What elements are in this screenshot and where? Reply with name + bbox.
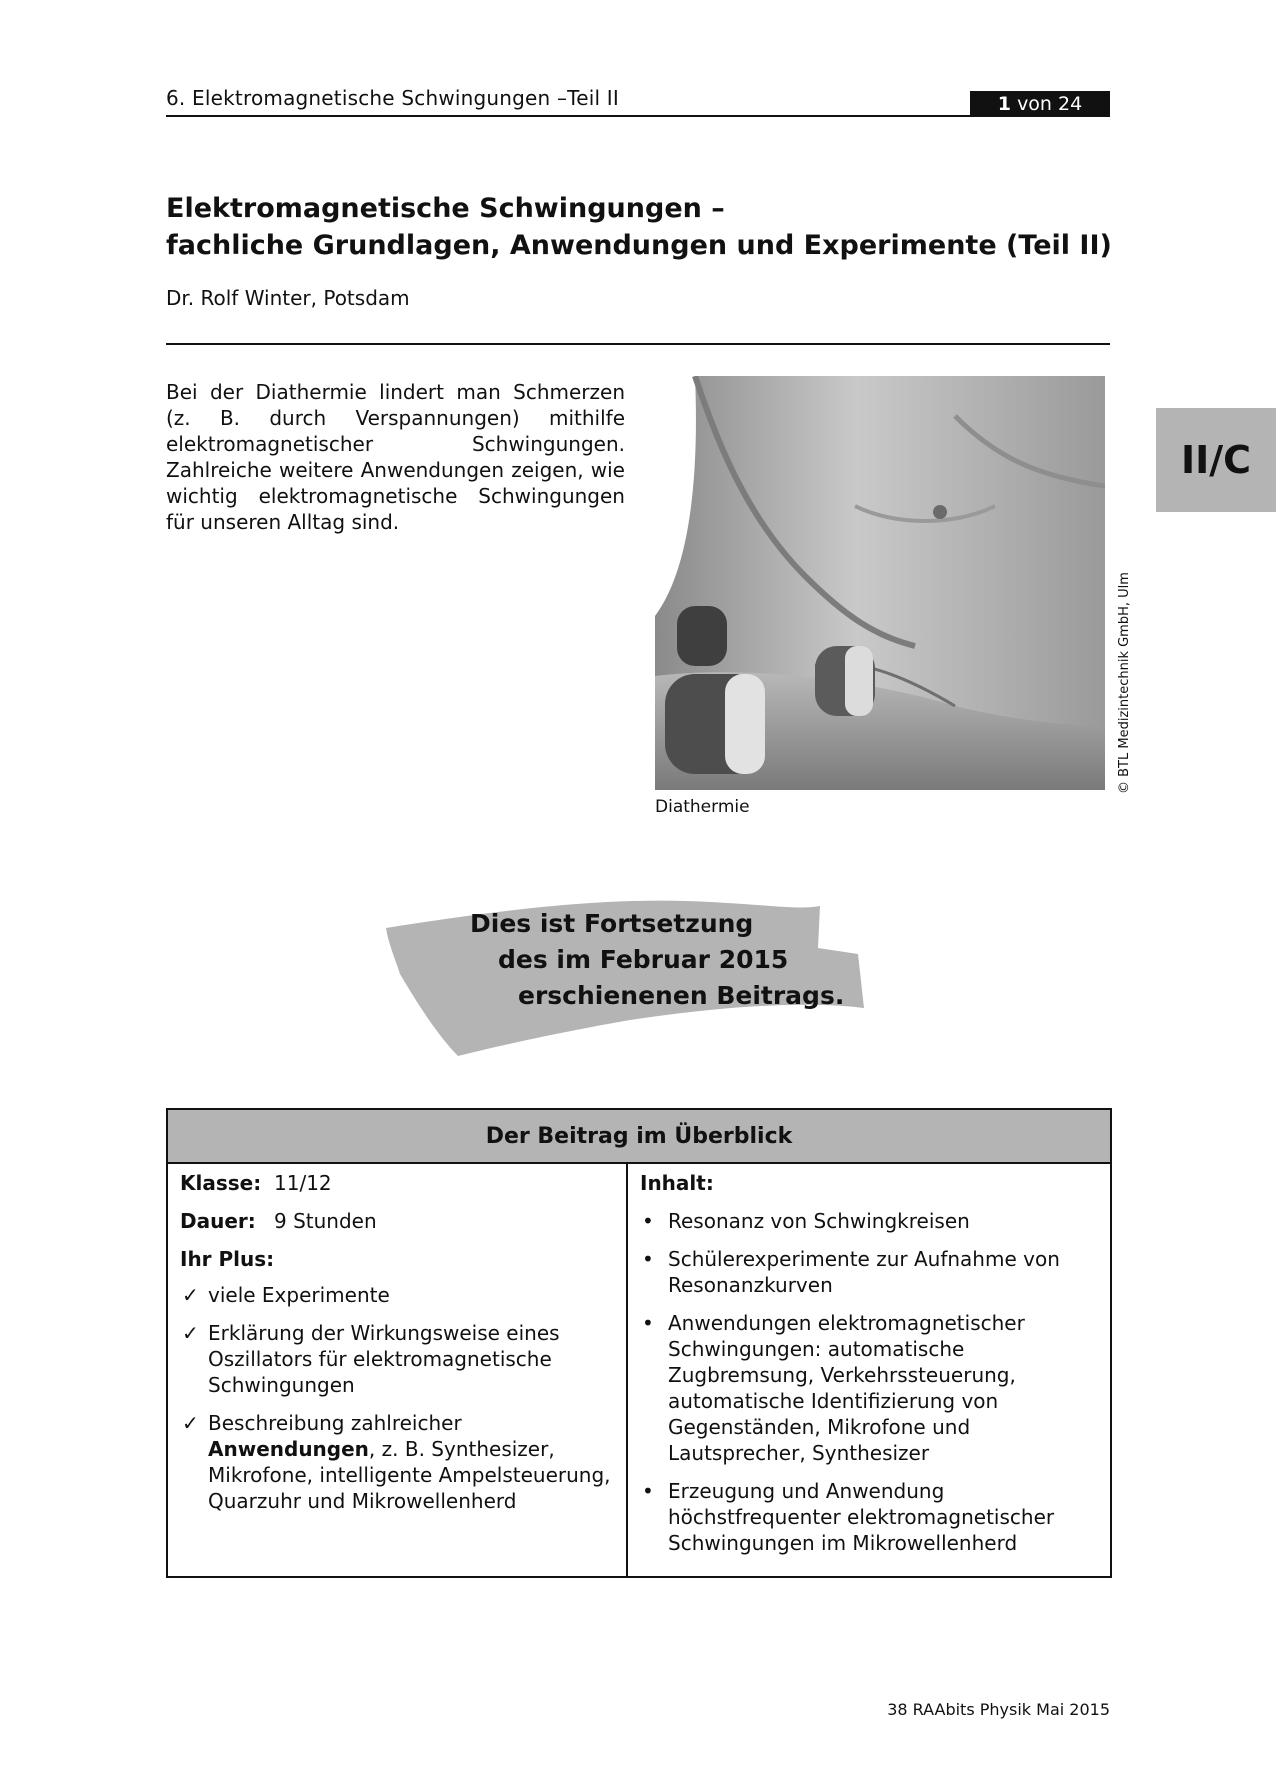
continuation-note	[470, 906, 844, 1014]
footer-source: 38 RAAbits Physik Mai 2015	[887, 1700, 1110, 1719]
plus-item-text: Beschreibung zahlreicher	[208, 1411, 462, 1435]
title-line-1: Elektromagnetische Schwingungen –	[166, 193, 725, 224]
plus-item-rest: , z. B. Synthesizer, Mikrofone, intelligente Ampelsteuerung, Quarzuhr und Mikrowellenherd	[208, 1437, 611, 1513]
list-item	[180, 1320, 614, 1398]
plus-item-text: Erklärung der Wirkungsweise eines Oszillators für elektromagnetische Schwingungen	[208, 1321, 560, 1397]
list-item	[640, 1208, 1098, 1234]
list-item	[640, 1310, 1098, 1466]
running-header: 6. Elektromagnetische Schwingungen –Teil II	[166, 86, 619, 110]
plus-item-bold: Anwendungen	[208, 1437, 369, 1461]
plus-item-text: viele Experimente	[208, 1283, 390, 1307]
title-rule	[166, 343, 1110, 345]
author-line: Dr. Rolf Winter, Potsdam	[166, 286, 410, 310]
page-title	[166, 190, 1112, 264]
list-item	[180, 1282, 614, 1308]
overview-body	[168, 1164, 1110, 1576]
inhalt-item-text: Resonanz von Schwingkreisen	[668, 1209, 970, 1233]
klasse-value: 11/12	[274, 1171, 332, 1195]
inhalt-label: Inhalt:	[640, 1171, 714, 1195]
plus-label: Ihr Plus:	[180, 1247, 275, 1271]
bullet-icon: •	[642, 1209, 654, 1233]
overview-right-column	[628, 1164, 1110, 1576]
banner-line-1: Dies ist Fortsetzung	[470, 909, 754, 938]
bullet-icon: •	[642, 1479, 654, 1503]
klasse-label: Klasse:	[180, 1171, 262, 1195]
page-indicator	[970, 91, 1110, 117]
list-item	[640, 1246, 1098, 1298]
inhalt-item-text: Anwendungen elektromagnetischer Schwingungen: automatische Zugbremsung, Verkehrssteuerung, automatische Identifizierung von Gegenständen, Mikrofone und Lautsprecher, Synthesizer	[668, 1311, 1025, 1465]
page-number: 1	[997, 93, 1012, 115]
inhalt-item-text: Schülerexperimente zur Aufnahme von Resonanzkurven	[668, 1247, 1060, 1297]
inhalt-item-text: Erzeugung und Anwendung höchstfrequenter elektromagnetischer Schwingungen im Mikrowellenherd	[668, 1479, 1055, 1555]
intro-paragraph: Bei der Diathermie lindert man Schmerzen (z. B. durch Verspannungen) mithilfe elektromagnetischer Schwingungen. Zahlreiche weitere Anwendungen zeigen, wie wichtig elektromagnetische Schwingungen für unseren Alltag sind.	[166, 380, 625, 534]
overview-heading: Der Beitrag im Überblick	[168, 1110, 1110, 1164]
bullet-icon: •	[642, 1311, 654, 1335]
inhalt-list	[640, 1208, 1098, 1556]
bullet-icon: •	[642, 1247, 654, 1271]
photo-credit: © BTL Medizintechnik GmbH, Ulm	[1117, 572, 1132, 794]
section-tab: II/C	[1156, 408, 1276, 512]
dauer-value: 9 Stunden	[274, 1209, 377, 1233]
banner-line-3: erschienenen Beitrags.	[518, 981, 845, 1010]
banner-line-2: des im Februar 2015	[498, 945, 789, 974]
check-icon: ✓	[182, 1321, 199, 1345]
plus-list	[180, 1282, 614, 1514]
overview-box	[166, 1108, 1112, 1578]
check-icon: ✓	[182, 1411, 199, 1435]
overview-left-column	[168, 1164, 628, 1576]
list-item	[640, 1478, 1098, 1556]
title-line-2: fachliche Grundlagen, Anwendungen und Experimente (Teil II)	[166, 230, 1112, 261]
page-total: von 24	[1017, 93, 1083, 115]
list-item	[180, 1410, 614, 1514]
diathermie-photo	[655, 376, 1105, 790]
dauer-row	[180, 1208, 614, 1234]
photo-caption: Diathermie	[655, 797, 750, 817]
dauer-label: Dauer:	[180, 1209, 256, 1233]
check-icon: ✓	[182, 1283, 199, 1307]
klasse-row	[180, 1170, 614, 1196]
header-rule	[166, 115, 1110, 117]
